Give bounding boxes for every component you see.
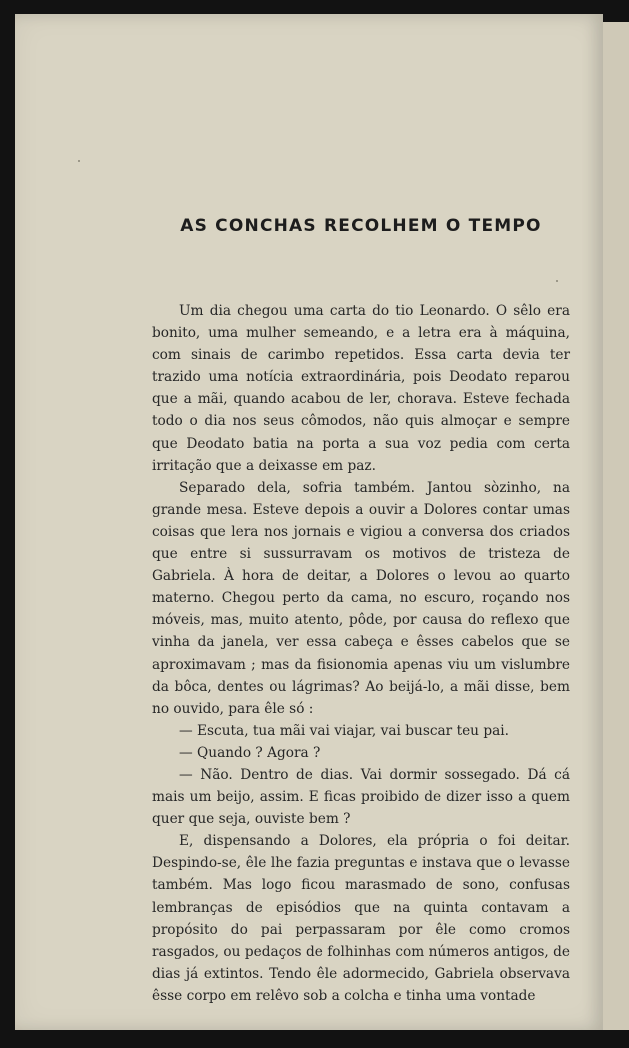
chapter-body bbox=[152, 300, 570, 1007]
dialogue-line: — Não. Dentro de dias. Vai dormir sossegado. Dá cá mais um beijo, assim. E ficas proibido de dizer isso a quem quer que seja, ouviste bem ? bbox=[152, 766, 570, 828]
paragraph: E, dispensando a Dolores, ela própria o foi deitar. Despindo-se, êle lhe fazia preguntas e instava que o levasse também. Mas logo ficou marasmado de sono, confusas lembranças de episódios que na quinta contavam a propósito do pai perpassaram por êle como cromos rasgados, ou pedaços de folhinhas com números antigos, de dias já extintos. Tendo êle adormecido, Gabriela observava êsse corpo em relêvo sob a colcha e tinha uma vontade bbox=[152, 833, 570, 1004]
paragraph: Um dia chegou uma carta do tio Leonardo. O sêlo era bonito, uma mulher semeando, e a letra era à máquina, com sinais de carimbo repetidos. Essa carta devia ter trazido uma notícia extraordinária, pois Deodato reparou que a mãi, quando acabou de ler, chorava. Esteve fechada todo o dia nos seus cômodos, não quis almoçar e sempre que Deodato batia na porta a sua voz pedia com certa irritação que a deixasse em paz. bbox=[152, 303, 570, 474]
dialogue-line: — Quando ? Agora ? bbox=[179, 744, 321, 761]
chapter-title: AS CONCHAS RECOLHEM O TEMPO bbox=[180, 216, 542, 236]
paragraph: Separado dela, sofria também. Jantou sòzinho, na grande mesa. Esteve depois a ouvir a Dolores contar umas coisas que lera nos jornais e vigiou a conversa dos criados que entre si sussurravam os motivos de tristeza de Gabriela. À hora de deitar, a Dolores o levou ao quarto materno. Chegou perto da cama, no escuro, roçando nos móveis, mas, muito atento, pôde, por causa do reflexo que vinha da janela, ver essa cabeça e êsses cabelos que se aproximavam ; mas da fisionomia apenas viu um vislumbre da bôca, dentes ou lágrimas? Ao beijá-lo, a mãi disse, bem no ouvido, para êle só : bbox=[152, 479, 570, 717]
paper-speck bbox=[556, 280, 558, 282]
dialogue-line: — Escuta, tua mãi vai viajar, vai buscar teu pai. bbox=[179, 722, 509, 739]
paper-speck bbox=[78, 160, 80, 162]
